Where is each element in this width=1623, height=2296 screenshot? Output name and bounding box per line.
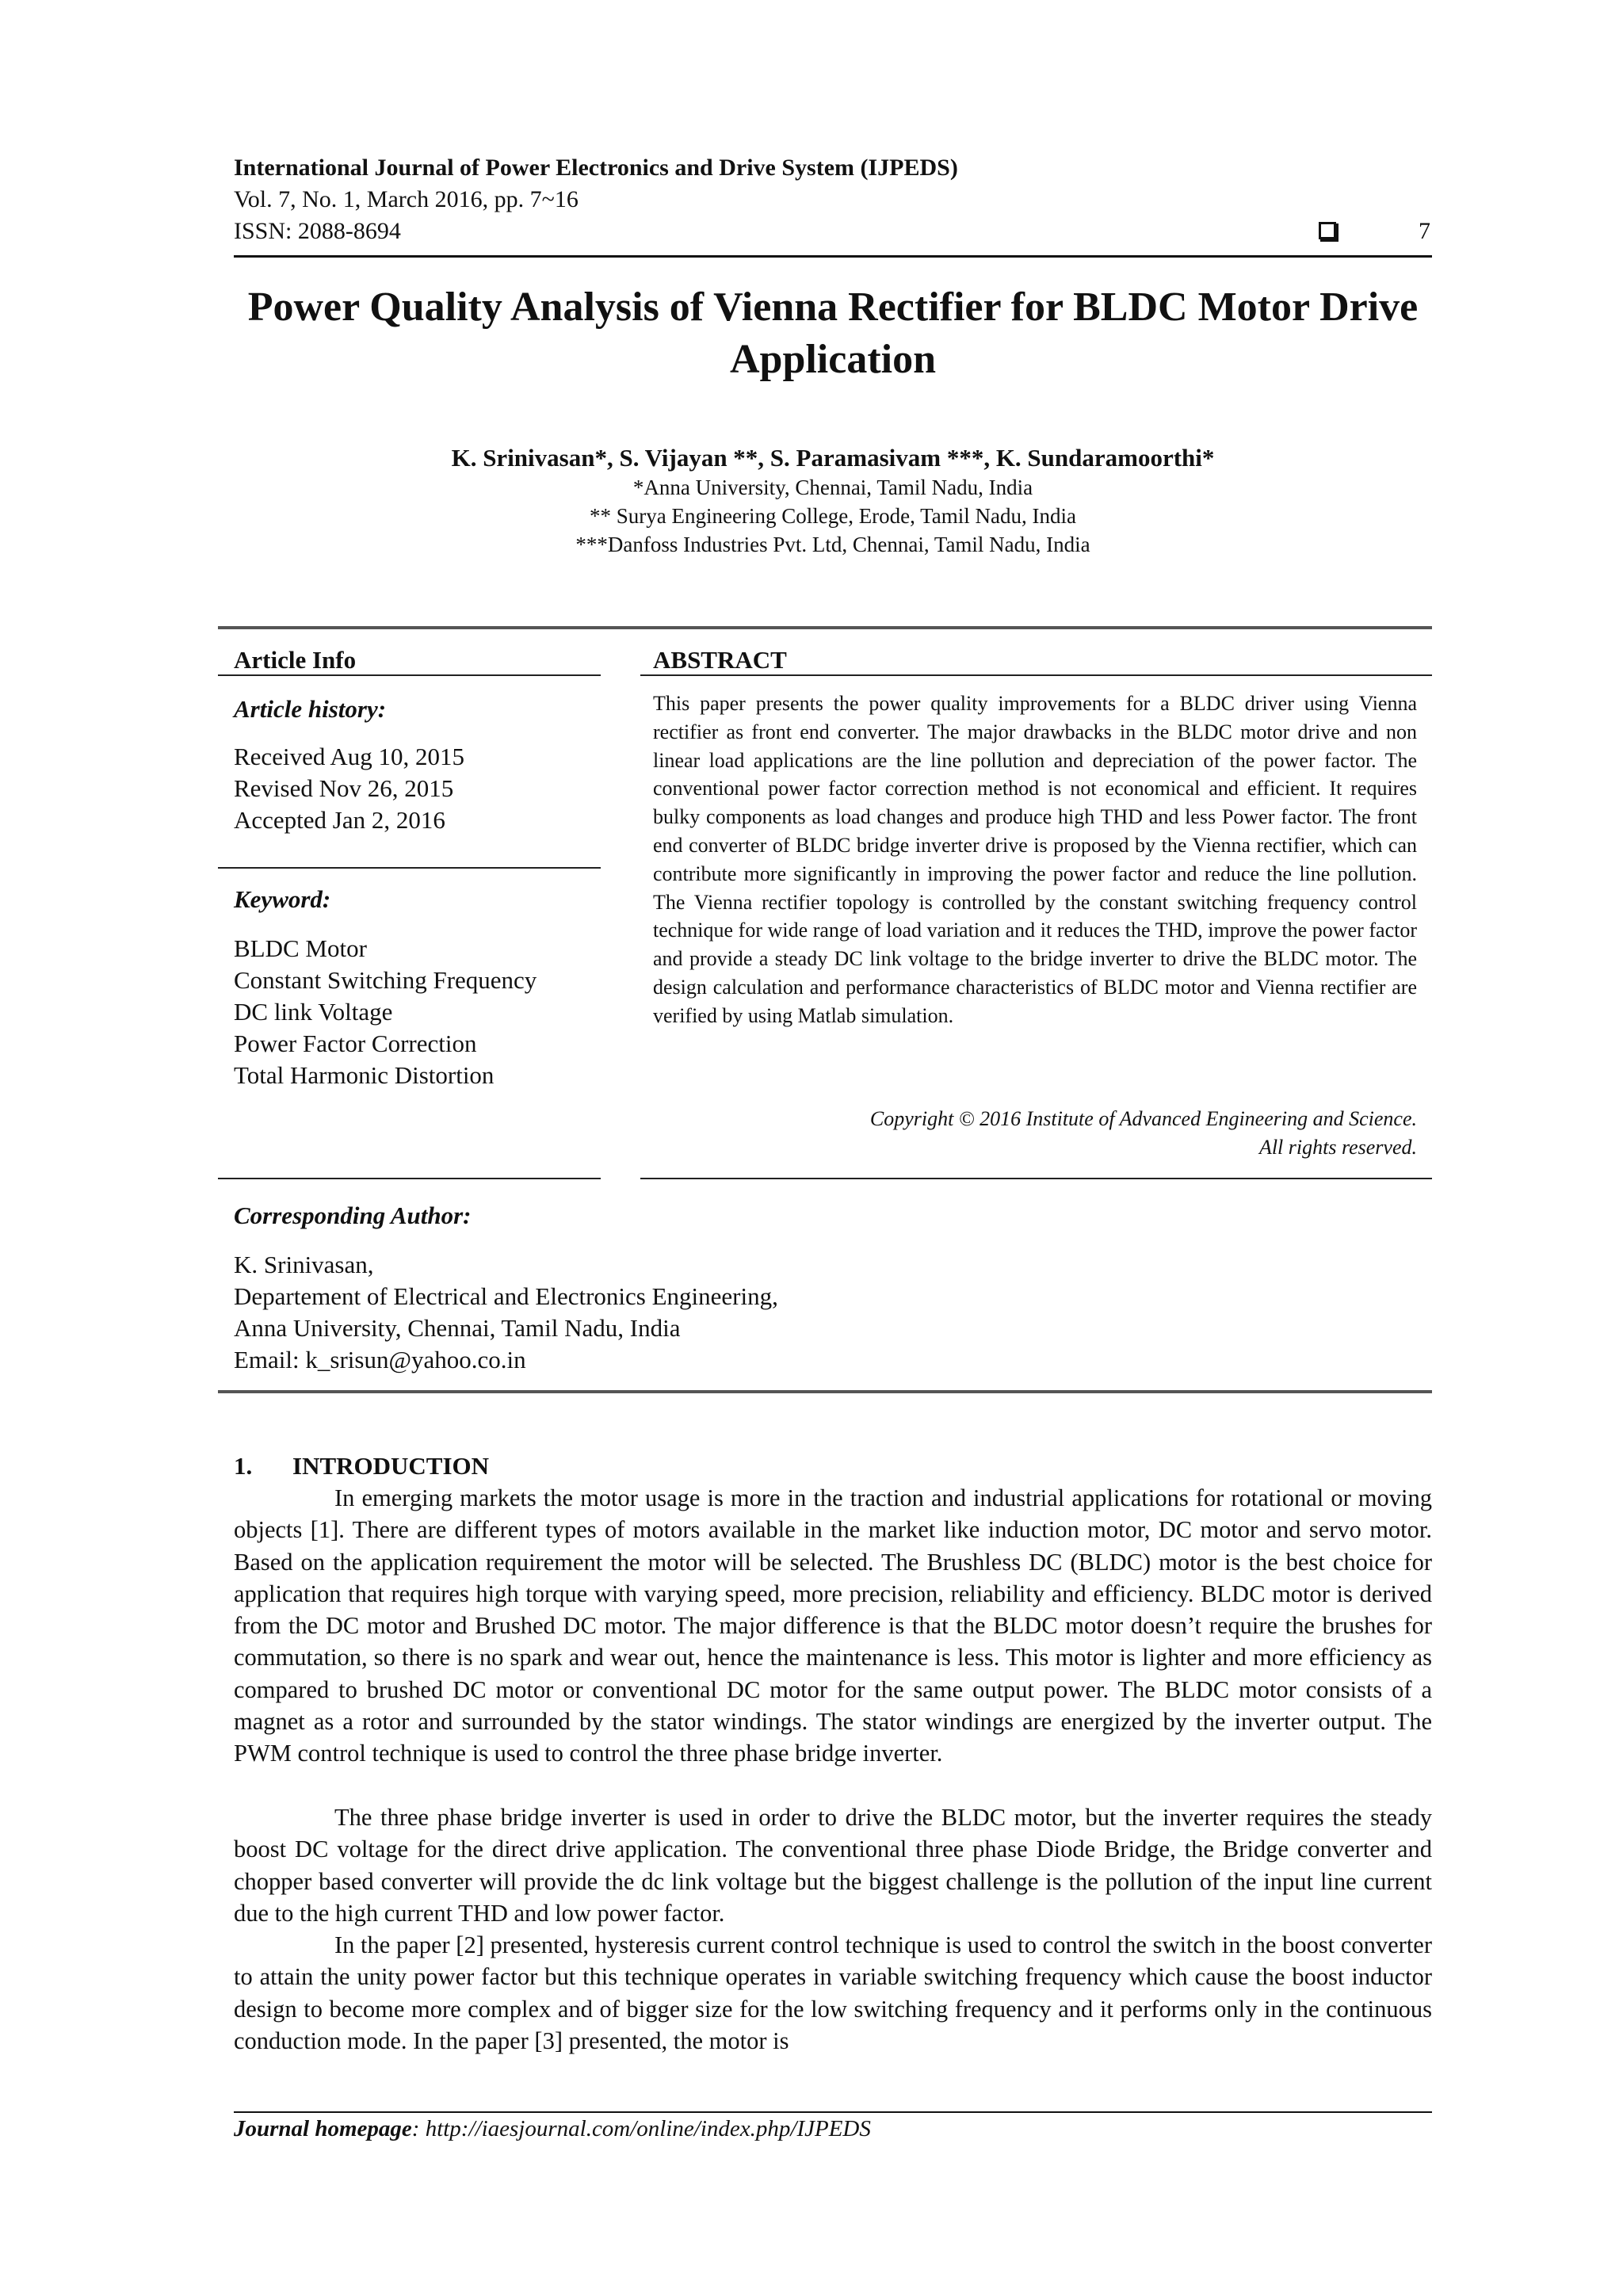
keyword-heading: Keyword:	[234, 885, 331, 913]
journal-homepage	[234, 2116, 871, 2142]
homepage-label: Journal homepage	[234, 2116, 412, 2141]
paper-title: Power Quality Analysis of Vienna Rectifier for BLDC Motor Drive Application	[247, 285, 1419, 382]
info-box-top-rule	[218, 626, 1432, 629]
paragraph-text: In the paper [2] presented, hysteresis current control technique is used to control the switch in the boost converter to attain the unity power factor but this technique operates in variable switching frequency which cause the boost inductor design to become more complex and of bigger size for the low switching frequency and it performs only in the continuous conduction mode. In the paper [3] presented, the motor is	[234, 1931, 1432, 2054]
author-email: Email: k_srisun@yahoo.co.in	[234, 1346, 526, 1373]
intro-paragraph-2	[234, 1801, 1432, 1929]
journal-volume: Vol. 7, No. 1, March 2016, pp. 7~16	[234, 186, 579, 212]
rights-line: All rights reserved.	[1258, 1136, 1417, 1159]
intro-paragraph-1	[234, 1482, 1432, 1770]
article-history-heading: Article history:	[234, 695, 387, 723]
abstract-text: This paper presents the power quality improvements for a BLDC driver using Vienna rectifier as front end converter. The major drawbacks in the BLDC motor drive and non linear load applications are the line pollution and depreciation of the power factor. The conventional power factor correction method is not economical and efficient. It requires bulky components as load changes and produce high THD and less Power factor. The front end converter of BLDC bridge inverter drive is proposed by the Vienna rectifier, which can contribute more significantly in improving the power factor and reduce the line pollution. The Vienna rectifier topology is controlled by the constant switching frequency control technique for wide range of load variation and it reduces the THD, improve the power factor and provide a steady DC link voltage to the bridge inverter to drive the BLDC motor. The design calculation and performance characteristics of BLDC motor and Vienna rectifier are verified by using Matlab simulation.	[653, 692, 1417, 1027]
section-heading-introduction	[234, 1452, 489, 1480]
keyword-item: Constant Switching Frequency	[234, 966, 537, 994]
abstract-heading: ABSTRACT	[653, 646, 787, 674]
info-box-bottom-rule	[218, 1390, 1432, 1393]
keyword-item: Power Factor Correction	[234, 1030, 477, 1057]
footer-divider	[234, 2111, 1432, 2113]
abstract-rule	[640, 674, 1432, 676]
copyright-notice	[653, 1105, 1417, 1162]
paragraph-text: In emerging markets the motor usage is more in the traction and industrial applications for rotational or moving objects [1]. There are different types of motors available in the market like induction motor, DC motor and servo motor. Based on the application requirement the motor will be selected. The Brushless DC (BLDC) motor is the best choice for application that requires high torque with varying speed, more precision, reliability and efficiency. BLDC motor is derived from the DC motor and Brushed DC motor. The major difference is that the BLDC motor doesn’t require the brushes for commutation, so there is no spark and wear out, hence the maintenance is less. This motor is lighter and more efficiency as compared to brushed DC motor or conventional DC motor for the same output power. The BLDC motor consists of a magnet as a rotor and surrounded by the stator windings. The stator windings are energized by the inverter output. The PWM control technique is used to control the three phase bridge inverter.	[234, 1484, 1432, 1767]
affiliation-2: ** Surya Engineering College, Erode, Tamil Nadu, India	[590, 504, 1076, 528]
header-divider	[234, 255, 1432, 258]
keyword-item: BLDC Motor	[234, 934, 367, 962]
history-divider	[218, 867, 601, 869]
section-number: 1.	[234, 1452, 253, 1480]
keywords-bottom-rule	[218, 1178, 601, 1179]
history-accepted: Accepted Jan 2, 2016	[234, 806, 445, 834]
corresponding-author-heading: Corresponding Author:	[234, 1201, 472, 1229]
history-received: Received Aug 10, 2015	[234, 743, 465, 770]
journal-name: International Journal of Power Electronics and Drive System (IJPEDS)	[234, 155, 958, 181]
article-info-rule	[218, 674, 601, 676]
section-title: INTRODUCTION	[292, 1452, 490, 1480]
checkbox-icon	[1319, 222, 1336, 239]
keyword-item: Total Harmonic Distortion	[234, 1061, 495, 1089]
copyright-line: Copyright © 2016 Institute of Advanced Engineering and Science.	[869, 1107, 1417, 1130]
author-name: K. Srinivasan,	[234, 1251, 374, 1278]
abstract-bottom-rule	[640, 1178, 1432, 1179]
author-department: Departement of Electrical and Electronics Engineering,	[234, 1282, 778, 1310]
author-list: K. Srinivasan*, S. Vijayan **, S. Paramasivam ***, K. Sundaramoorthi*	[451, 444, 1215, 472]
journal-issn: ISSN: 2088-8694	[234, 218, 401, 244]
page-number: 7	[1419, 218, 1430, 244]
intro-paragraph-3	[234, 1929, 1432, 2057]
homepage-url[interactable]: : http://iaesjournal.com/online/index.php/IJPEDS	[411, 2116, 871, 2141]
affiliation-3: ***Danfoss Industries Pvt. Ltd, Chennai, Tamil Nadu, India	[575, 533, 1090, 556]
author-university: Anna University, Chennai, Tamil Nadu, India	[234, 1314, 681, 1342]
keyword-item: DC link Voltage	[234, 998, 393, 1026]
paragraph-text: The three phase bridge inverter is used in order to drive the BLDC motor, but the inverter requires the steady boost DC voltage for the direct drive application. The conventional three phase Diode Bridge, the Bridge converter and chopper based converter will provide the dc link voltage but the biggest challenge is the pollution of the input line current due to the high current THD and low power factor.	[234, 1804, 1432, 1927]
affiliation-1: *Anna University, Chennai, Tamil Nadu, India	[632, 476, 1033, 499]
history-revised: Revised Nov 26, 2015	[234, 774, 454, 802]
article-info-heading: Article Info	[234, 646, 357, 674]
